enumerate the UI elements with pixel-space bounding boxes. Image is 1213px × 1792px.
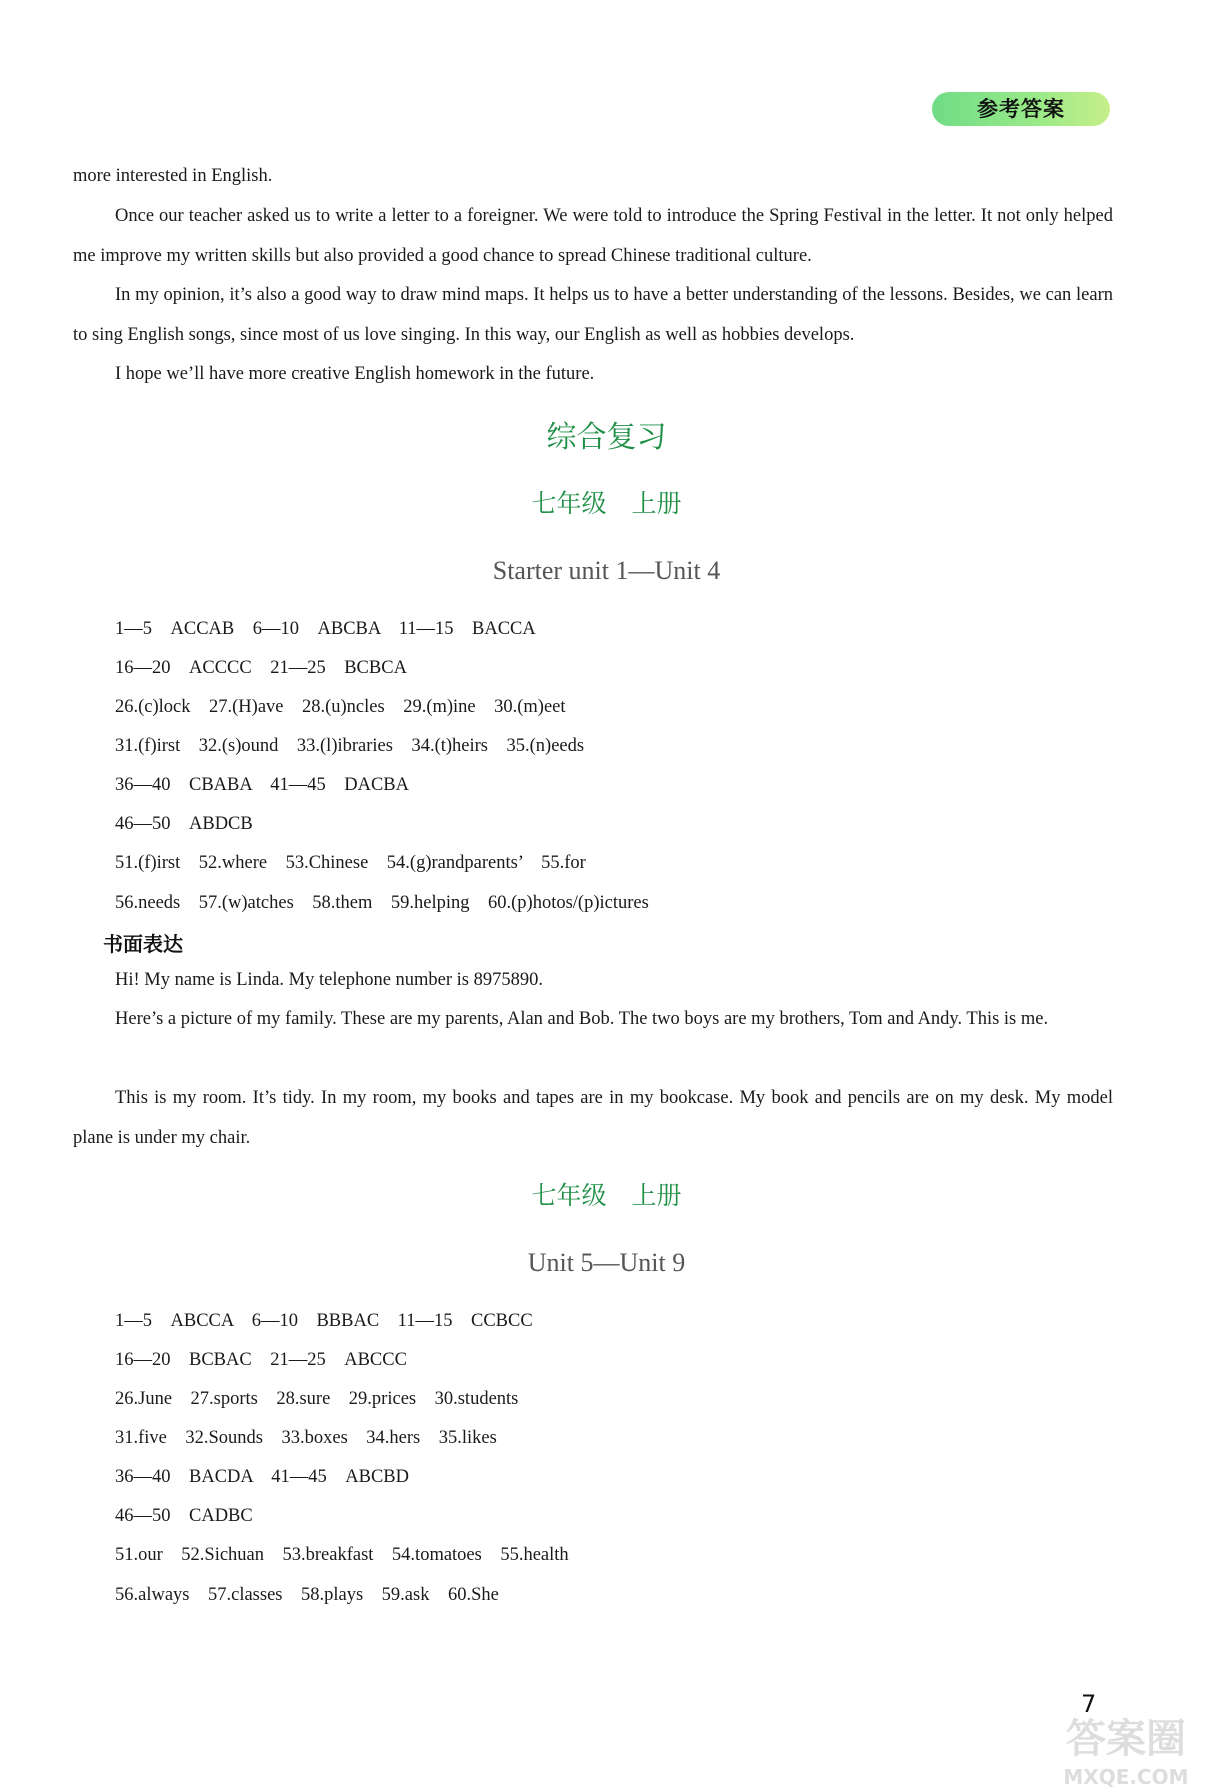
s1-answer-line: 46—50 ABDCB [115, 814, 253, 834]
intro-paragraph-0: more interested in English. [73, 166, 273, 186]
s1-answer-line: 56.needs 57.(w)atches 58.them 59.helping 60.(p)hotos/(p)ictures [115, 893, 649, 913]
writing-paragraph-2: Here’s a picture of my family. These are my parents, Alan and Bob. The two boys are my brothers, Tom and Andy. This is me. [115, 1009, 1049, 1029]
s2-answer-line: 51.our 52.Sichuan 53.breakfast 54.tomatoes 55.health [115, 1545, 569, 1565]
section2-units: Unit 5—Unit 9 [527, 1248, 686, 1277]
review-title: 综合复习 [546, 420, 667, 455]
s2-answer-line: 1—5 ABCCA 6—10 BBBAC 11—15 CCBCC [115, 1311, 533, 1331]
s2-answer-line: 56.always 57.classes 58.plays 59.ask 60.She [115, 1585, 499, 1605]
intro-paragraph-2: In my opinion, it’s also a good way to draw mind maps. It helps us to have a better understanding of the lessons. Besides, we can learn to sing English songs, since most of us love singing. In this way, our English as well as hobbies develops. [73, 285, 1113, 345]
s2-answer-line: 16—20 BCBAC 21—25 ABCCC [115, 1350, 407, 1370]
section2-grade: 七年级 上册 [531, 1181, 682, 1210]
s1-answer-line: 1—5 ACCAB 6—10 ABCBA 11—15 BACCA [115, 619, 536, 639]
s2-answer-line: 31.five 32.Sounds 33.boxes 34.hers 35.likes [115, 1428, 497, 1448]
s2-answer-line: 46—50 CADBC [115, 1506, 253, 1526]
section1-units: Starter unit 1—Unit 4 [492, 556, 721, 585]
s1-answer-line: 16—20 ACCCC 21—25 BCBCA [115, 658, 407, 678]
watermark-logo [1046, 1700, 1206, 1790]
writing-paragraph-3: This is my room. It’s tidy. In my room, my books and tapes are in my bookcase. My book and pencils are on my desk. My model plane is under my chair. [73, 1088, 1113, 1148]
intro-paragraph-3: I hope we’ll have more creative English homework in the future. [115, 364, 595, 384]
intro-paragraph-1: Once our teacher asked us to write a letter to a foreigner. We were told to introduce the Spring Festival in the letter. It not only helped me improve my written skills but also provided a good chance to spread Chinese traditional culture. [73, 206, 1113, 266]
svg-text:MXQE.COM: MXQE.COM [1063, 1765, 1189, 1789]
s1-answer-line: 26.(c)lock 27.(H)ave 28.(u)ncles 29.(m)ine 30.(m)eet [115, 697, 566, 717]
section1-grade: 七年级 上册 [531, 489, 682, 518]
svg-text:答案圈: 答案圈 [1066, 1716, 1186, 1762]
s1-answer-line: 31.(f)irst 32.(s)ound 33.(l)ibraries 34.(t)heirs 35.(n)eeds [115, 736, 585, 756]
writing-title: 书面表达 [103, 932, 183, 956]
writing-paragraph-1: Hi! My name is Linda. My telephone number is 8975890. [115, 970, 544, 990]
s2-answer-line: 26.June 27.sports 28.sure 29.prices 30.students [115, 1389, 519, 1409]
s1-answer-line: 51.(f)irst 52.where 53.Chinese 54.(g)randparents’ 55.for [115, 853, 586, 873]
page-number: 7 [1081, 1690, 1097, 1718]
s1-answer-line: 36—40 CBABA 41—45 DACBA [115, 775, 409, 795]
answer-key-badge: 参考答案 [932, 92, 1110, 126]
s2-answer-line: 36—40 BACDA 41—45 ABCBD [115, 1467, 409, 1487]
